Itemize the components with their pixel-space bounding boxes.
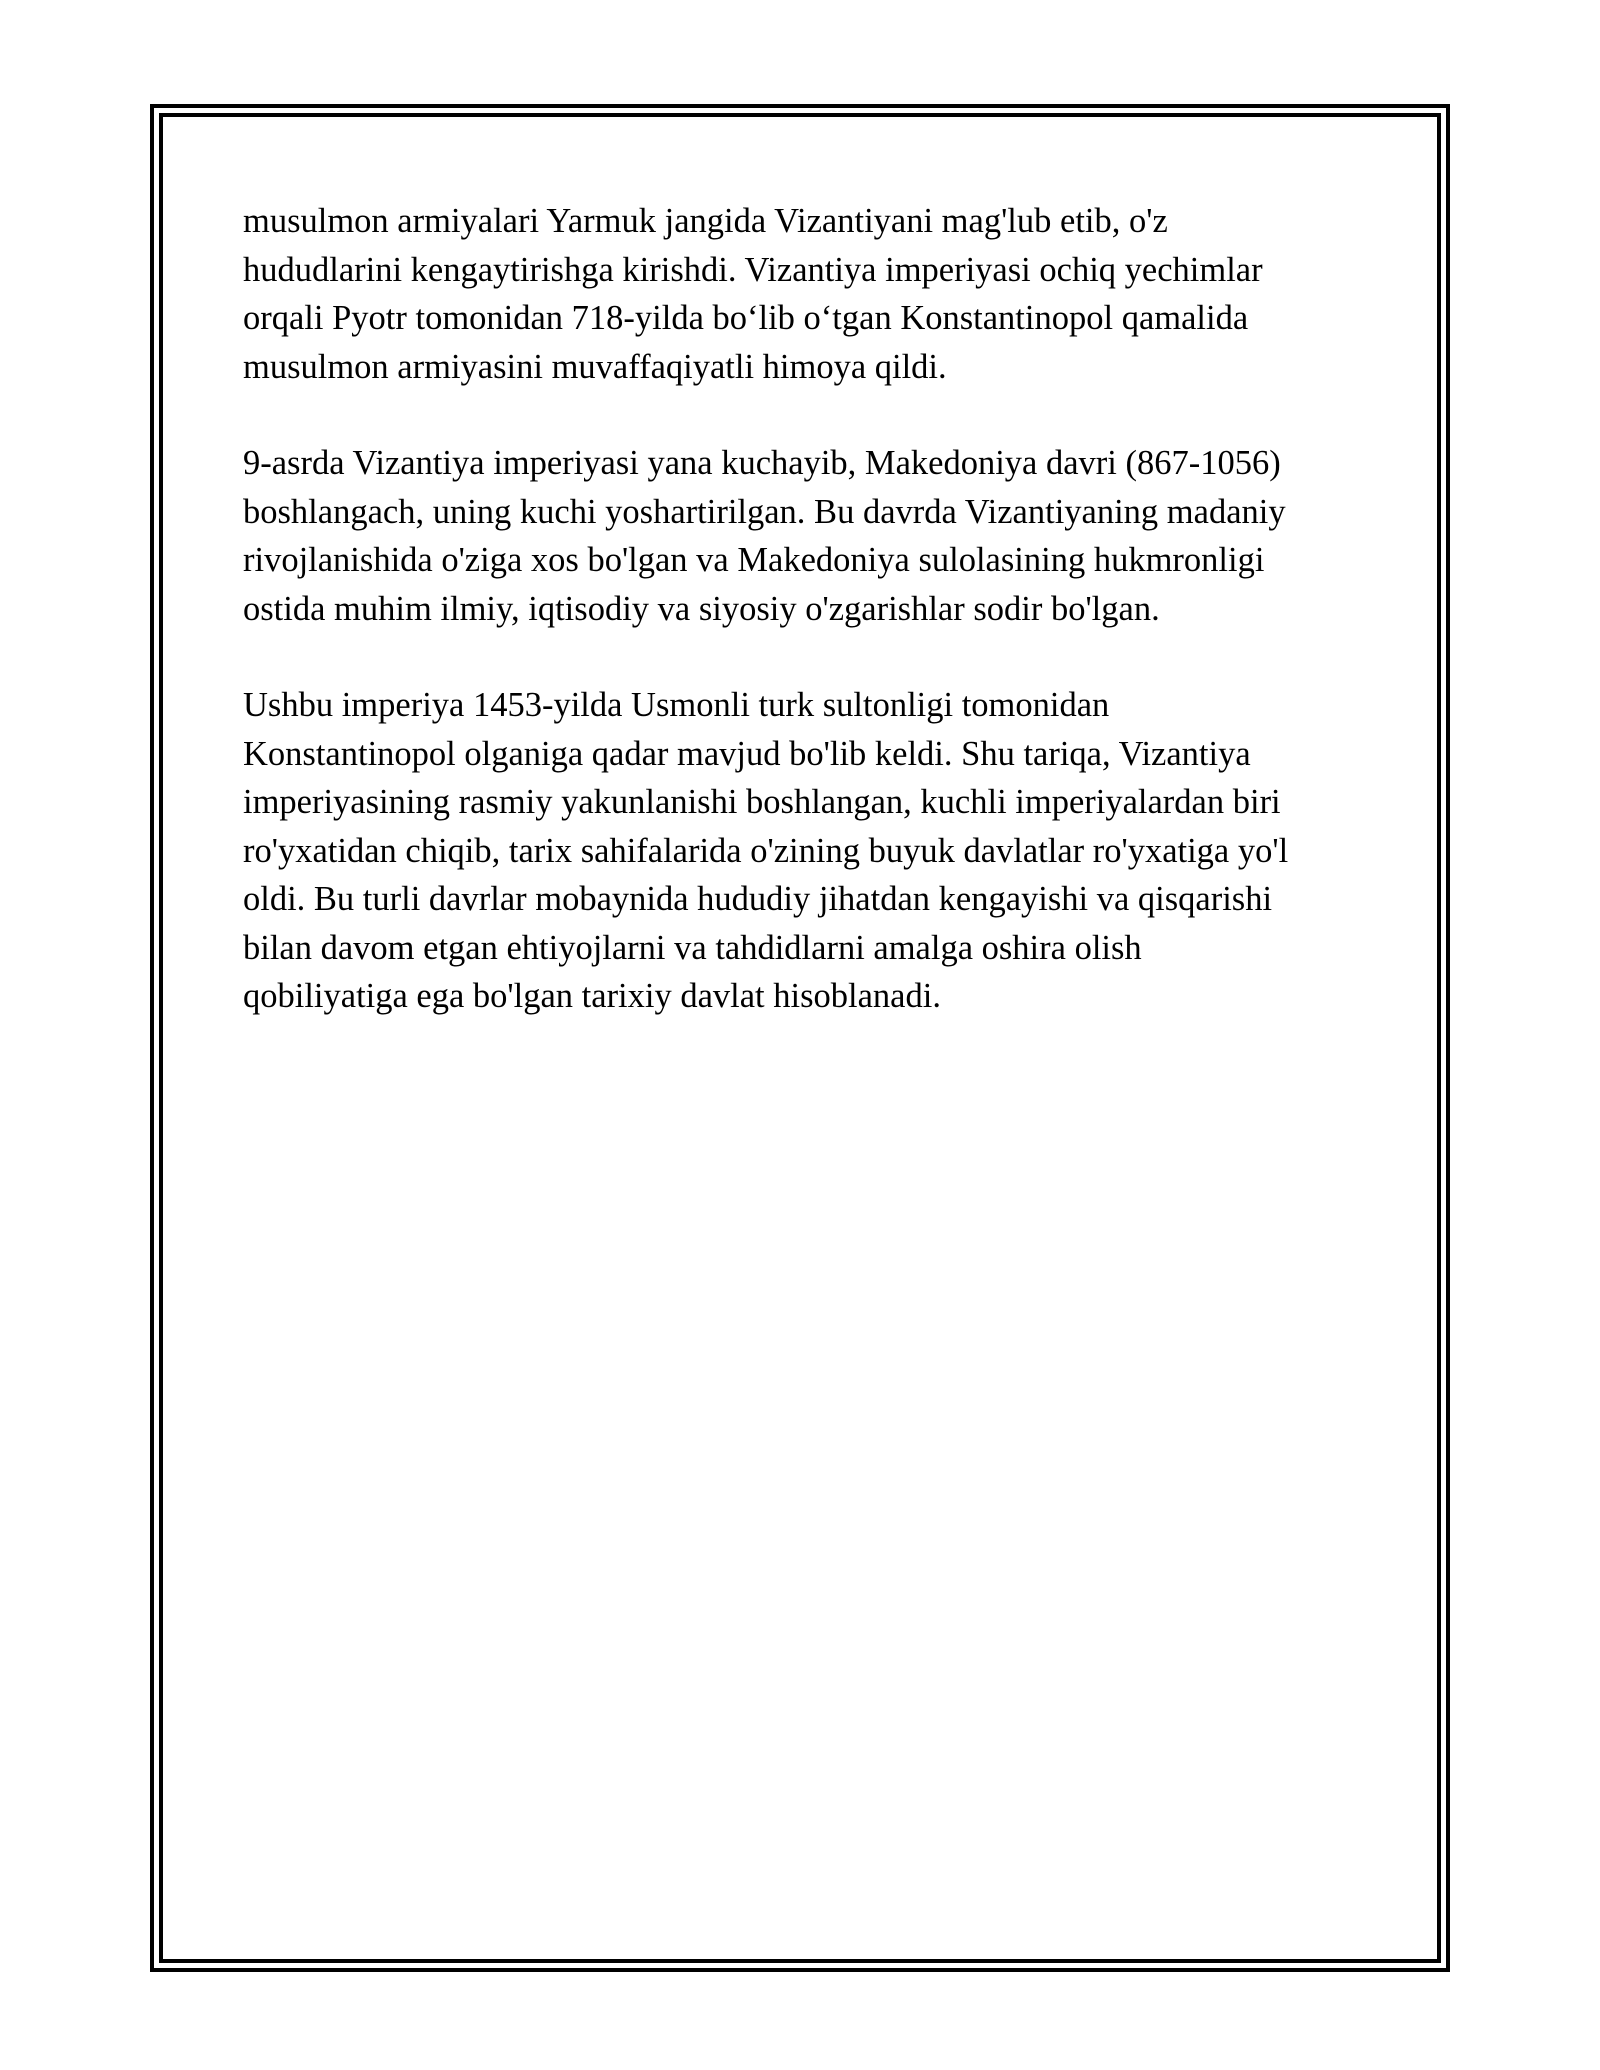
text-line: ostida muhim ilmiy, iqtisodiy va siyosiy o'zgarishlar sodir bo'lgan. bbox=[243, 589, 1160, 628]
text-line: musulmon armiyasini muvaffaqiyatli himoya qildi. bbox=[243, 347, 947, 386]
paragraph-1 bbox=[243, 197, 1383, 391]
text-line: bilan davom etgan ehtiyojlarni va tahdidlarni amalga oshira olish bbox=[243, 928, 1142, 967]
text-line: 9-asrda Vizantiya imperiyasi yana kuchayib, Makedoniya davri (867-1056) bbox=[243, 444, 1281, 482]
text-line: orqali Pyotr tomonidan 718-yilda bo‘lib o‘tgan Konstantinopol qamalida bbox=[243, 299, 1249, 337]
text-line: qobiliyatiga ega bo'lgan tarixiy davlat hisoblanadi. bbox=[243, 977, 941, 1015]
paragraph-3 bbox=[243, 681, 1383, 1021]
page-border-inner bbox=[159, 113, 1441, 1963]
text-line: oldi. Bu turli davrlar mobaynida hududiy jihatdan kengayishi va qisqarishi bbox=[243, 880, 1273, 918]
text-line: imperiyasining rasmiy yakunlanishi boshlangan, kuchli imperiyalardan biri bbox=[243, 783, 1281, 821]
text-line: rivojlanishida o'ziga xos bo'lgan va Makedoniya sulolasining hukmronligi bbox=[243, 541, 1265, 579]
text-line: Konstantinopol olganiga qadar mavjud bo'lib keldi. Shu tariqa, Vizantiya bbox=[243, 734, 1251, 773]
text-line: Ushbu imperiya 1453-yilda Usmonli turk sultonligi tomonidan bbox=[243, 686, 1110, 724]
page-border-outer bbox=[150, 104, 1450, 1972]
text-line: hududlarini kengaytirishga kirishdi. Vizantiya imperiyasi ochiq yechimlar bbox=[243, 250, 1263, 289]
text-line: musulmon armiyalari Yarmuk jangida Vizantiyani mag'lub etib, o'z bbox=[243, 202, 1168, 240]
text-line: boshlangach, uning kuchi yoshartirilgan. Bu davrda Vizantiyaning madaniy bbox=[243, 492, 1286, 531]
text-line: ro'yxatidan chiqib, tarix sahifalarida o'zining buyuk davlatlar ro'yxatiga yo'l bbox=[243, 831, 1289, 870]
paragraph-2 bbox=[243, 439, 1383, 633]
document-body bbox=[243, 197, 1383, 1069]
